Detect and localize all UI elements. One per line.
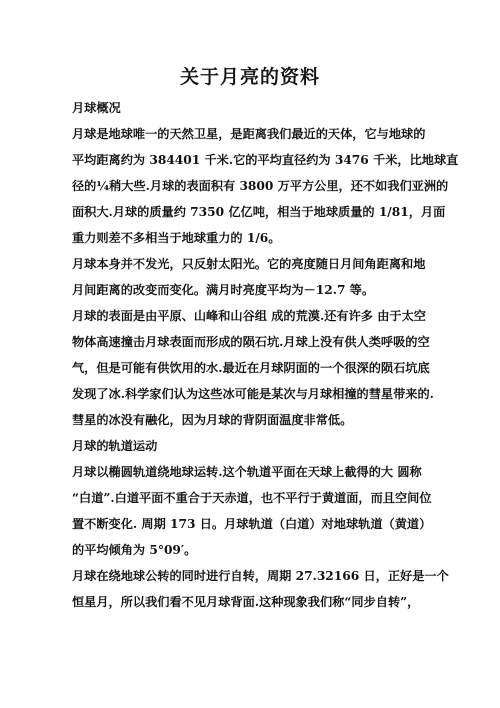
paragraph (72, 251, 432, 303)
paragraph-line: 月球本身并不发光，只反射太阳光。它的亮度随日月间角距离和地 (72, 257, 426, 271)
section-heading (72, 433, 432, 459)
document-title: 关于月亮的资料 (179, 66, 320, 88)
document-body (72, 95, 459, 615)
paragraph-line: 发现了冰.科学家们认为这些冰可能是某次与月球相撞的彗星带来的. (72, 387, 434, 401)
section-heading (72, 95, 432, 121)
paragraph (72, 121, 459, 251)
paragraph-line: 置不断变化. 周期 173 日。月球轨道（白道）对地球轨道（黄道） (72, 517, 432, 531)
paragraph (72, 303, 432, 433)
paragraph-line: 恒星月，所以我们看不见月球背面.这种现象我们称“同步自转”， (72, 595, 420, 609)
paragraph-line: 平均距离约为 384401 千米.它的平均直径约为 3476 千米，比地球直 (72, 153, 459, 167)
paragraph-line: 重力则差不多相当于地球重力的 1/6。 (72, 231, 281, 245)
heading-text: 月球概况 (72, 101, 121, 115)
heading-text: 月球的轨道运动 (72, 439, 158, 453)
paragraph-line: 面积大.月球的质量约 7350 亿亿吨，相当于地球质量的 1/81，月面 (72, 205, 446, 219)
paragraph (72, 459, 432, 563)
paragraph-line: 月球是地球唯一的天然卫星，是距离我们最近的天体，它与地球的 (72, 127, 426, 141)
paragraph (72, 563, 449, 615)
paragraph-line: “白道”.白道平面不重合于天赤道，也不平行于黄道面，而且空间位 (72, 491, 432, 505)
paragraph-line: 的平均倾角为 5°09′。 (72, 543, 197, 557)
paragraph-line: 径的¼稍大些.月球的表面积有 3800 万平方公里，还不如我们亚洲的 (72, 179, 449, 193)
paragraph-line: 物体高速撞击月球表面而形成的陨石坑.月球上没有供人类呼吸的空 (72, 335, 430, 349)
paragraph-line: 彗星的冰没有融化，因为月球的背阴面温度非常低。 (72, 413, 353, 427)
paragraph-line: 气，但是可能有供饮用的水.最近在月球阴面的一个很深的陨石坑底 (72, 361, 430, 375)
paragraph-line: 月球在绕地球公转的同时进行自转，周期 27.32166 日，正好是一个 (72, 569, 449, 583)
paragraph-line: 月间距离的改变而变化。满月时亮度平均为－12.7 等。 (72, 283, 375, 297)
paragraph-line: 月球的表面是由平原、山峰和山谷组 成的荒漠.还有许多 由于太空 (72, 309, 426, 323)
paragraph-line: 月球以椭圆轨道绕地球运转.这个轨道平面在天球上截得的大 圆称 (72, 465, 422, 479)
